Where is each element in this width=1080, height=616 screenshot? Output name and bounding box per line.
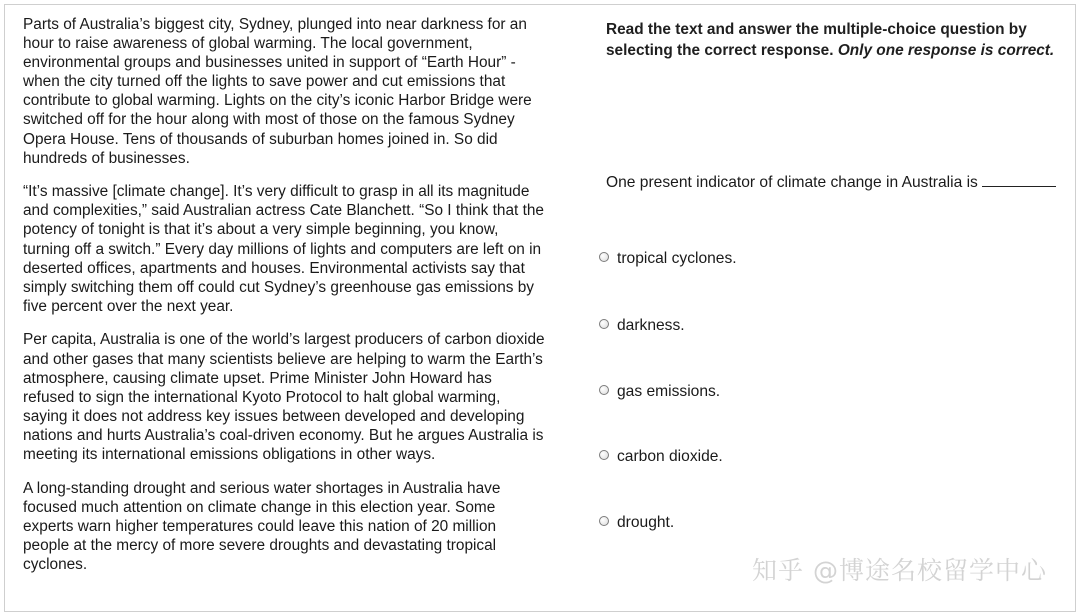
option-label: gas emissions. <box>617 383 721 400</box>
passage-paragraph-3: Per capita, Australia is one of the world’s largest producers of carbon dioxide and other gases that many scientists believe are helping to warm the Earth’s atmosphere, causing climate upset. Prime Minister John Howard has refused to sign the international Kyoto Protocol to halt global warming, saying it does not address key issues between developed and developing nations and hurts Australia’s coal-driven economy. But he argues Australia is meeting its international emissions obligations in other ways. <box>23 331 545 463</box>
option-carbon-dioxide[interactable] <box>599 447 723 466</box>
option-drought[interactable] <box>599 513 674 532</box>
instructions <box>606 19 1076 61</box>
option-gas-emissions[interactable] <box>599 382 720 401</box>
option-label: tropical cyclones. <box>617 250 737 267</box>
option-label: darkness. <box>617 317 685 334</box>
option-darkness[interactable] <box>599 316 685 335</box>
watermark: 知乎 @博途名校留学中心 <box>752 556 1047 585</box>
radio-button[interactable] <box>599 252 609 262</box>
instructions-main: Read the text and answer the multiple-choice question by selecting the correct response. <box>606 21 1027 59</box>
radio-button[interactable] <box>599 319 609 329</box>
passage-paragraph-4: A long-standing drought and serious water shortages in Australia have focused much attention on climate change in this election year. Some experts warn higher temperatures could leave this nation of 20 million people at the mercy of more severe droughts and devastating tropical cyclones. <box>23 479 501 573</box>
radio-button[interactable] <box>599 385 609 395</box>
instructions-emphasis: Only one response is correct. <box>837 42 1055 59</box>
radio-button[interactable] <box>599 516 609 526</box>
option-label: carbon dioxide. <box>617 448 723 465</box>
option-label: drought. <box>617 514 675 531</box>
reading-passage <box>23 15 545 589</box>
question-text: One present indicator of climate change in Australia is <box>606 174 978 191</box>
question-stem <box>606 172 1076 193</box>
passage-paragraph-1: Parts of Australia’s biggest city, Sydney, plunged into near darkness for an hour to raise awareness of global warming. The local government, environmental groups and businesses united in support of “Earth Hour” - when the city turned off the lights to save power and cut emissions that contribute to global warming. Lights on the city’s iconic Harbor Bridge were switched off for the hour along with most of those on the famous Sydney Opera House. Tens of thousands of suburban homes joined in. So did hundreds of businesses. <box>23 16 532 167</box>
answer-blank <box>982 172 1056 187</box>
option-tropical-cyclones[interactable] <box>599 249 737 268</box>
radio-button[interactable] <box>599 450 609 460</box>
content-frame <box>4 4 1076 612</box>
passage-paragraph-2: “It’s massive [climate change]. It’s very difficult to grasp in all its magnitude and complexities,” said Australian actress Cate Blanchett. “So I think that the potency of tonight is that it’s about a very simple beginning, you know, turning off a switch.” Every day millions of lights and computers are left on in deserted offices, apartments and houses. Environmental activists say that simply switching them off could cut Sydney’s greenhouse gas emissions by five percent over the next year. <box>23 183 544 315</box>
